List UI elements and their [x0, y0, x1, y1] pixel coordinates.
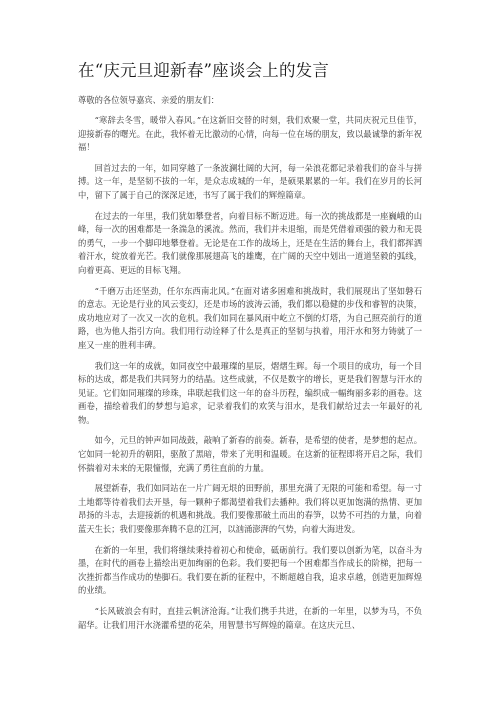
paragraph-4: “千磨万击还坚劲，任尔东西南北风。”在面对诸多困难和挑战时，我们展现出了坚如磐石的意志。无论是行业的风云变幻，还是市场的波涛云涌，我们都以稳健的步伐和睿智的决策，成功地应对了一次又一次的危机。我们如同在暴风雨中屹立不倒的灯塔，为自己照亮前行的道路，也为他人指引方向。我们用行动诠释了什么是真正的坚韧与执着，用汗水和努力铸就了一座又一座的胜利丰碑。: [78, 285, 422, 350]
paragraph-1: “寒辞去冬雪，暖带入春风。”在这新旧交替的时刻，我们欢聚一堂，共同庆祝元旦佳节，迎接新春的曙光。在此，我怀着无比激动的心情，向每一位在场的朋友，致以最诚挚的新年祝福！: [78, 115, 422, 153]
paragraph-3: 在过去的一年里，我们犹如攀登者，向着目标不断迈进。每一次的挑战都是一座巍峨的山峰，每一次的困难都是一条湍急的溪流。然而，我们并未退缩，而是凭借着顽强的毅力和无畏的勇气，一步一个脚印地攀登着。无论是在工作的战场上，还是在生活的舞台上，我们都挥洒着汗水，绽放着光芒。我们就像那展翅高飞的雄鹰，在广阔的天空中划出一道道坚毅的弧线，向着更高、更远的目标飞翔。: [78, 210, 422, 275]
paragraph-7: 展望新春，我们如同站在一片广阔无垠的田野前，那里充满了无限的可能和希望。每一寸土地都等待着我们去开垦，每一颗种子都渴望着我们去播种。我们将以更加饱满的热情、更加昂扬的斗志，去迎接新的机遇和挑战。我们要像那破土而出的春笋，以势不可挡的力量，向着蓝天生长；我们要像那奔腾不息的江河，以汹涌澎湃的气势，向着大海进发。: [78, 483, 422, 535]
paragraph-6: 如今，元旦的钟声如同战鼓，敲响了新春的前奏。新春，是希望的使者，是梦想的起点。它如同一轮初升的朝阳，驱散了黑暗，带来了光明和温暖。在这新的征程即将开启之际，我们怀揣着对未来的无限憧憬，充满了勇往直前的力量。: [78, 435, 422, 473]
greeting-line: 尊敬的各位领导嘉宾、亲爱的朋友们：: [78, 95, 220, 105]
paragraph-2: 回首过去的一年，如同穿越了一条波澜壮阔的大河，每一朵浪花都记录着我们的奋斗与拼搏。这一年，是坚韧不拔的一年，是众志成城的一年，是硕果累累的一年。我们在岁月的长河中，留下了属于自己的深深足迹，书写了属于我们的辉煌篇章。: [78, 162, 422, 200]
paragraph-5: 我们这一年的成就，如同夜空中最璀璨的星辰，熠熠生辉。每一个项目的成功，每一个目标的达成，都是我们共同努力的结晶。这些成就，不仅是数字的增长，更是我们智慧与汗水的见证。它们如同璀璨的珍珠，串联起我们这一年的奋斗历程，编织成一幅绚丽多彩的画卷。这画卷，描绘着我们的梦想与追求，记录着我们的欢笑与泪水，是我们献给过去一年最好的礼物。: [78, 360, 422, 425]
paragraph-9: “长风破浪会有时，直挂云帆济沧海。”让我们携手共进，在新的一年里，以梦为马，不负韶华。让我们用汗水浇灌希望的花朵，用智慧书写辉煌的篇章。在这庆元旦、: [78, 606, 422, 630]
document-title: 在“庆元旦迎新春”座谈会上的发言: [78, 61, 330, 80]
paragraph-8: 在新的一年里，我们将继续秉持着初心和使命，砥砺前行。我们要以创新为笔，以奋斗为墨，在时代的画卷上描绘出更加绚丽的色彩。我们要把每一个困难都当作成长的阶梯，把每一次挫折都当作成功的垫脚石。我们要在新的征程中，不断超越自我，追求卓越，创造更加辉煌的业绩。: [78, 544, 422, 596]
